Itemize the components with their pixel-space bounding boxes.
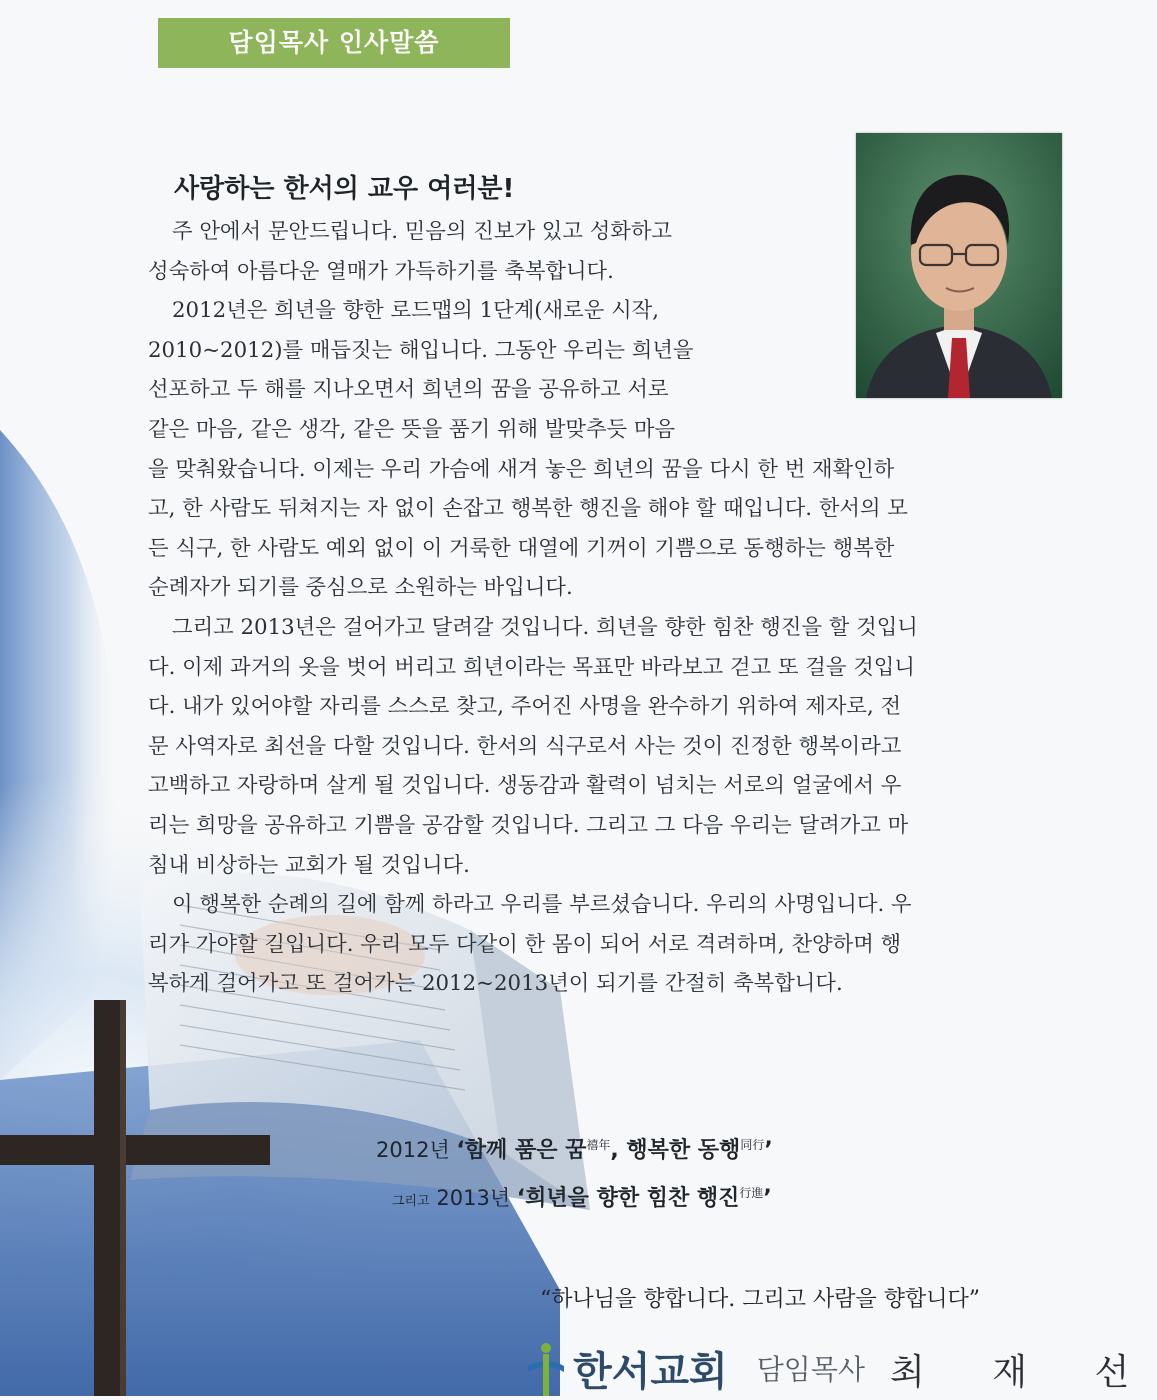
slogan-2013 [392, 1181, 772, 1212]
letter-line: 을 맞춰왔습니다. 이제는 우리 가슴에 새겨 놓은 희년의 꿈을 다시 한 번 재확인하 [148, 456, 895, 482]
letter-line: 다. 이제 과거의 옷을 벗어 버리고 희년이라는 목표만 바라보고 걷고 또 걸을 것입니 [148, 654, 915, 680]
letter-line: 침내 비상하는 교회가 될 것입니다. [148, 852, 470, 878]
letter-line: 그리고 2013년은 걸어가고 달려갈 것입니다. 희년을 향한 힘찬 행진을 할 것입니 [172, 614, 918, 640]
slogan-hanja: 同行 [740, 1138, 765, 1152]
slogan-2012 [376, 1133, 773, 1164]
slogan-year: 2012년 [376, 1138, 450, 1162]
church-logo-icon [524, 1332, 568, 1396]
slogan-quote-close: ’ [764, 1138, 773, 1163]
letter-line: 고백하고 자랑하며 살게 될 것입니다. 생동감과 활력이 넘치는 서로의 얼굴에서 우 [148, 773, 902, 799]
letter-line: 이 행복한 순례의 길에 함께 하라고 우리를 부르셨습니다. 우리의 사명입니다. 우 [172, 892, 912, 918]
letter-salutation: 사랑하는 한서의 교우 여러분! [174, 174, 515, 204]
slogan-phrase: ‘함께 품은 꿈 [456, 1138, 587, 1163]
slogan-quote-close: ’ [763, 1186, 772, 1211]
letter-line: 리는 희망을 공유하고 기쁨을 공감할 것입니다. 그리고 그 다음 우리는 달려가고 마 [148, 812, 909, 838]
church-name: 한서교회 [573, 1349, 728, 1395]
slogan-hanja: 行進 [739, 1186, 764, 1200]
letter-line: 리가 가야할 길입니다. 우리 모두 다같이 한 몸이 되어 서로 격려하며, 찬양하며 행 [148, 931, 902, 957]
letter-line: 다. 내가 있어야할 자리를 스스로 찾고, 주어진 사명을 완수하기 위하여 제자로, 전 [148, 694, 902, 720]
slogan-phrase: , 행복한 동행 [610, 1138, 741, 1163]
letter-line: 고, 한 사람도 뒤쳐지는 자 없이 손잡고 행복한 행진을 해야 할 때입니다. 한서의 모 [148, 496, 908, 522]
letter-line: 같은 마음, 같은 생각, 같은 뜻을 품기 위해 발맞추듯 마음 [148, 416, 676, 442]
section-title-badge: 담임목사 인사말씀 [158, 18, 510, 68]
slogan-prefix: 그리고 [392, 1194, 430, 1209]
letter-line: 주 안에서 문안드립니다. 믿음의 진보가 있고 성화하고 [172, 219, 672, 244]
slogan-phrase: ‘희년을 향한 힘찬 행진 [516, 1186, 740, 1211]
church-motto: “하나님을 향합니다. 그리고 사람을 향합니다” [540, 1287, 980, 1312]
letter-line: 선포하고 두 해를 지나오면서 희년의 꿈을 공유하고 서로 [148, 377, 669, 403]
slogan-year: 2013년 [436, 1186, 511, 1210]
slogan-hanja: 禧年 [586, 1138, 611, 1152]
letter-body [148, 212, 1058, 1004]
pastor-name: 최 재 선 [890, 1352, 1157, 1393]
letter-line: 복하게 걸어가고 또 걸어가는 2012~2013년이 되기를 간절히 축복합니다. [148, 971, 843, 997]
signature-block [524, 1332, 1157, 1396]
letter-line: 든 식구, 한 사람도 예외 없이 이 거룩한 대열에 기꺼이 기쁨으로 동행하는 행복한 [148, 535, 895, 561]
letter-line: 성숙하여 아름다운 열매가 가득하기를 축복합니다. [148, 258, 614, 284]
letter-line: 2010~2012)를 매듭짓는 해입니다. 그동안 우리는 희년을 [148, 337, 694, 363]
letter-line: 순례자가 되기를 중심으로 소원하는 바입니다. [148, 575, 573, 601]
letter-line: 문 사역자로 최선을 다할 것입니다. 한서의 식구로서 사는 것이 진정한 행복이라고 [148, 733, 902, 759]
letter-line: 2012년은 희년을 향한 로드맵의 1단계(새로운 시작, [172, 298, 659, 324]
pastor-title: 담임목사 [756, 1353, 865, 1386]
